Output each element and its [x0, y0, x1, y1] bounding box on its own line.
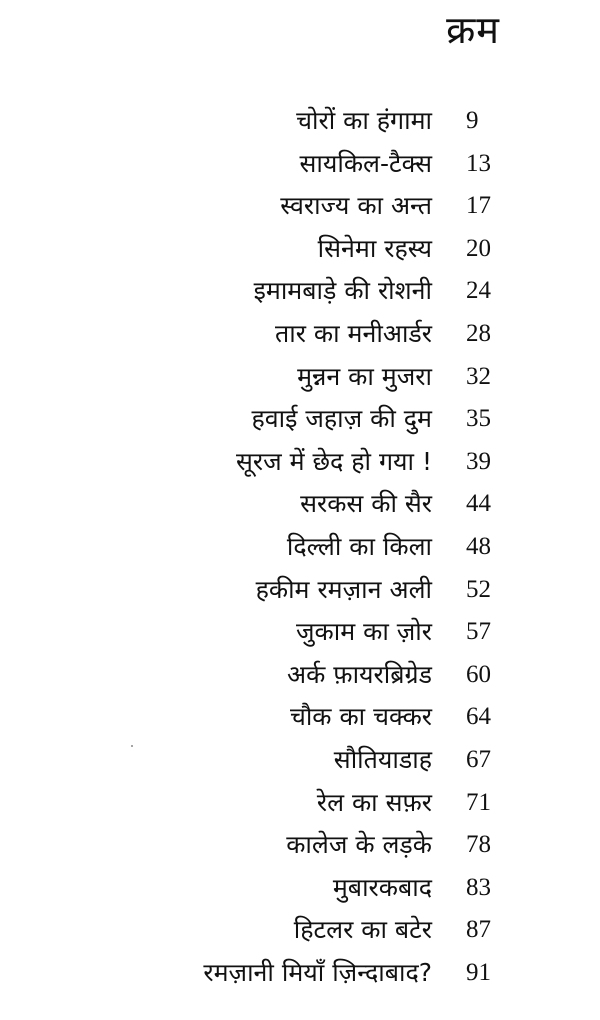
toc-entry[interactable] [0, 356, 600, 399]
toc-entry-page-number: 52 [466, 575, 491, 603]
toc-entry[interactable] [0, 909, 600, 952]
toc-entry[interactable] [0, 611, 600, 654]
toc-entry-title: सरकस की सैर [300, 489, 432, 519]
toc-entry-title: सौतियाडाह [333, 744, 432, 774]
toc-entry-page-number: 39 [466, 447, 491, 475]
toc-entry-title: इमामबाड़े की रोशनी [253, 276, 432, 306]
toc-entry[interactable] [0, 526, 600, 569]
toc-entry-page-number: 87 [466, 916, 491, 944]
table-of-contents [0, 100, 600, 994]
toc-entry-page-number: 20 [466, 234, 491, 262]
toc-entry-title: रमज़ानी मियाँ ज़िन्दाबाद? [203, 957, 432, 987]
toc-entry-title: सिनेमा रहस्य [317, 233, 432, 263]
toc-entry[interactable] [0, 654, 600, 697]
toc-entry-page-number: 64 [466, 703, 491, 731]
toc-entry-page-number: 91 [466, 958, 491, 986]
toc-entry-title: सूरज में छेद हो गया ! [236, 446, 432, 476]
toc-entry[interactable] [0, 569, 600, 612]
toc-entry-page-number: 13 [466, 149, 491, 177]
toc-entry-page-number: 83 [466, 873, 491, 901]
toc-entry-title: चोरों का हंगामा [296, 106, 432, 135]
toc-entry[interactable] [0, 228, 600, 271]
toc-entry-title: हवाई जहाज़ की दुम [251, 404, 432, 434]
toc-entry[interactable] [0, 143, 600, 186]
toc-entry[interactable] [0, 867, 600, 910]
toc-entry-page-number: 35 [466, 405, 491, 433]
toc-entry-page-number: 24 [466, 277, 491, 305]
toc-entry-page-number: 17 [466, 192, 491, 220]
toc-entry-page-number: 48 [466, 532, 491, 560]
toc-entry-title: जुकाम का ज़ोर [296, 617, 432, 647]
toc-entry-page-number: 32 [466, 362, 491, 390]
toc-entry-title: रेल का सफ़र [316, 787, 432, 817]
toc-entry-page-number: 78 [466, 831, 491, 859]
page-title: क्रम [446, 8, 500, 52]
toc-entry[interactable] [0, 483, 600, 526]
toc-entry[interactable] [0, 313, 600, 356]
toc-entry-page-number: 28 [466, 319, 491, 347]
toc-entry-page-number: 71 [466, 788, 491, 816]
print-speck [131, 745, 133, 747]
toc-entry-title: दिल्ली का किला [286, 531, 432, 561]
toc-entry[interactable] [0, 696, 600, 739]
toc-entry[interactable] [0, 270, 600, 313]
toc-entry-title: कालेज के लड़के [286, 830, 432, 860]
toc-entry[interactable] [0, 441, 600, 484]
toc-entry-title: चौक का चक्कर [289, 702, 432, 732]
toc-entry[interactable] [0, 824, 600, 867]
toc-entry[interactable] [0, 398, 600, 441]
toc-entry[interactable] [0, 952, 600, 995]
toc-entry-title: हकीम रमज़ान अली [255, 574, 432, 604]
toc-entry-title: सायकिल-टैक्स [299, 148, 432, 178]
toc-entry-page-number: 60 [466, 660, 491, 688]
toc-entry[interactable] [0, 739, 600, 782]
toc-entry-page-number: 9 [466, 107, 479, 134]
toc-entry-title: स्वराज्य का अन्त [280, 191, 432, 221]
toc-entry[interactable] [0, 100, 600, 143]
toc-entry-title: हिटलर का बटेर [293, 915, 432, 945]
toc-entry-title: मुन्नन का मुजरा [297, 361, 432, 391]
toc-entry-page-number: 57 [466, 618, 491, 646]
toc-entry-title: तार का मनीआर्डर [275, 318, 432, 348]
toc-entry[interactable] [0, 782, 600, 825]
toc-entry-page-number: 44 [466, 490, 491, 518]
toc-entry[interactable] [0, 185, 600, 228]
toc-entry-page-number: 67 [466, 745, 491, 773]
toc-entry-title: अर्क फ़ायरब्रिग्रेड [287, 659, 432, 689]
toc-entry-title: मुबारकबाद [332, 872, 432, 902]
